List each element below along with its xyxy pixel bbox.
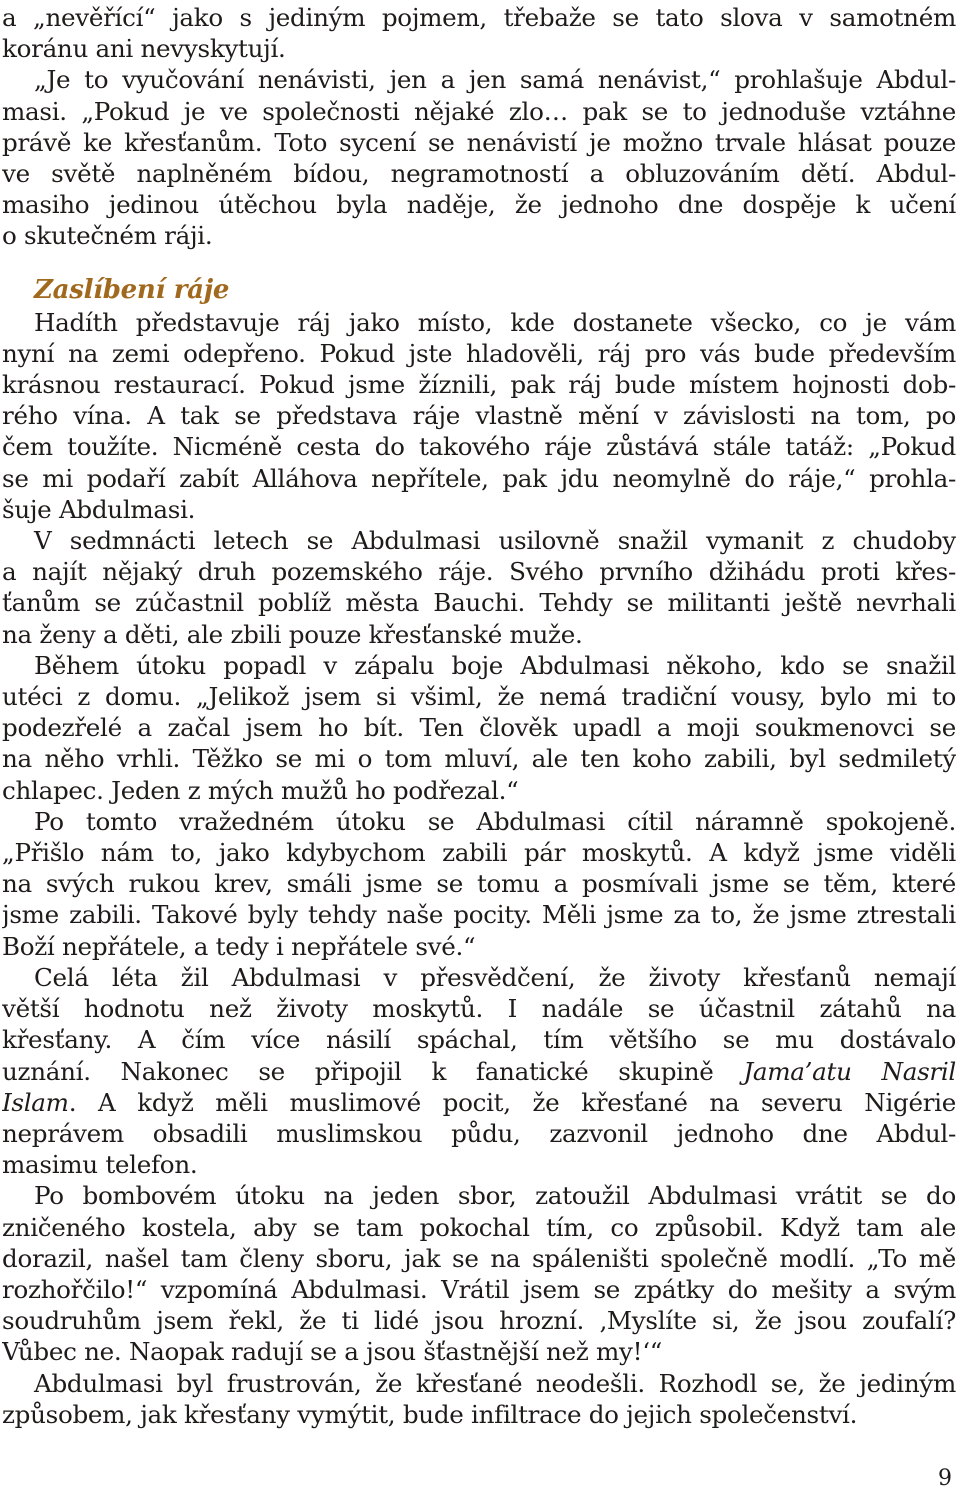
text-line	[2, 1087, 956, 1118]
text-line: Abdulmasi byl frustrován, že křesťané neodešli. Rozhodl se, že jediným	[34, 1368, 956, 1398]
text-segment: . A když měli muslimové pocit, že křesťané na severu Nigérie	[68, 1087, 956, 1117]
text-line: nyní na zemi odepřeno. Pokud jste hladověli, ráj pro vás bude především	[2, 338, 956, 368]
text-line: o skutečném ráji.	[2, 221, 213, 251]
text-line: na svých rukou krev, smáli jsme se tomu a posmívali jsme se těm, které	[2, 869, 956, 899]
text-line: větší hodnotu než životy moskytů. I nadále se účastnil zátahů na	[2, 994, 956, 1024]
text-line: jsme zabili. Takové byly tehdy naše pocity. Měli jsme za to, že jsme ztrestali	[2, 900, 956, 930]
body-text	[2, 2, 956, 1430]
text-line: křesťany. A čím více násilí spáchal, tím většího se mu dostávalo	[2, 1025, 956, 1055]
text-line: a „nevěřící“ jako s jediným pojmem, třebaže se tato slova v samotném	[2, 3, 956, 32]
italic-group-name: Jama’atu Nasril	[743, 1056, 956, 1086]
text-line: koránu ani nevyskytují.	[2, 34, 286, 64]
text-line: Celá léta žil Abdulmasi v přesvědčení, že životy křesťanů nemají	[34, 962, 956, 992]
text-line: Po bombovém útoku na jeden sbor, zatoužil Abdulmasi vrátit se do	[34, 1181, 956, 1211]
text-line: právě ke křesťanům. Toto sycení se nenávistí je možno trvale hlásat pouze	[2, 127, 956, 157]
text-line: ťanům se zúčastnil poblíž města Bauchi. Tehdy se militanti ještě nevrhali	[2, 588, 956, 618]
text-line: Po tomto vražedném útoku se Abdulmasi cítil náramně spokojeně.	[34, 806, 956, 836]
text-line: čem toužíte. Nicméně cesta do takového ráje zůstává stále tatáž: „Pokud	[2, 432, 956, 462]
text-line: podezřelé a začal jsem ho bít. Ten člověk upadl a moji soukmenovci se	[2, 713, 956, 743]
text-segment: uznání. Nakonec se připojil k fanatické skupině	[2, 1056, 744, 1086]
text-line: „Je to vyučování nenávisti, jen a jen samá nenávist,“ prohlašuje Abdul-	[34, 65, 956, 95]
text-line: Během útoku popadl v zápalu boje Abdulmasi někoho, kdo se snažil	[34, 650, 956, 680]
text-line: masi. „Pokud je ve společnosti nějaké zlo… pak se to jednoduše vztáhne	[2, 96, 956, 126]
text-line	[2, 1056, 956, 1087]
text-line: způsobem, jak křesťany vymýtit, bude infiltrace do jejich společenství.	[2, 1399, 858, 1429]
text-line: na něho vrhli. Těžko se mi o tom mluví, ale ten koho zabili, byl sedmiletý	[2, 744, 956, 774]
text-line: krásnou restaurací. Pokud jsme žíznili, pak ráj bude místem hojnosti dob-	[2, 370, 956, 400]
text-line: Hadíth představuje ráj jako místo, kde dostanete všecko, co je vám	[34, 307, 956, 337]
text-line: rého vína. A tak se představa ráje vlastně mění v závislosti na tom, po	[2, 401, 956, 431]
section-heading: Zaslíbení ráje	[34, 274, 230, 305]
text-line: Vůbec ne. Naopak radují se a jsou šťastnější než my!‘“	[2, 1337, 663, 1367]
italic-group-name: Islam	[2, 1087, 69, 1117]
text-line: se mi podaří zabít Alláhova nepřítele, pak jdu neomylně do ráje,“ prohla-	[2, 463, 956, 493]
text-line: a najít nějaký druh pozemského ráje. Svého prvního džihádu proti křes-	[2, 557, 956, 587]
text-line: „Přišlo nám to, jako kdybychom zabili pár moskytů. A když jsme viděli	[2, 838, 956, 868]
text-line: Boží nepřátele, a tedy i nepřátele své.“	[2, 931, 476, 961]
text-line: masiho jedinou útěchou byla naděje, že jednoho dne dospěje k učení	[2, 190, 956, 220]
text-line: utéci z domu. „Jelikož jsem si všiml, že nemá tradiční vousy, bylo mi to	[2, 682, 956, 712]
text-line: V sedmnácti letech se Abdulmasi usilovně snažil vymanit z chudoby	[34, 526, 956, 556]
text-line: šuje Abdulmasi.	[2, 494, 196, 524]
text-line: na ženy a děti, ale zbili pouze křesťanské muže.	[2, 619, 583, 649]
text-line: dorazil, našel tam členy sboru, jak se na spáleništi společně modlí. „To mě	[2, 1243, 956, 1273]
text-line: zničeného kostela, aby se tam pokochal tím, co způsobil. Když tam ale	[2, 1212, 956, 1242]
text-line: masimu telefon.	[2, 1150, 198, 1180]
text-line: chlapec. Jeden z mých mužů ho podřezal.“	[2, 775, 519, 805]
text-line: ve světě naplněném bídou, negramotností a obluzováním dětí. Abdul-	[2, 159, 956, 189]
text-line: rozhořčilo!“ vzpomíná Abdulmasi. Vrátil jsem se zpátky do mešity a svým	[2, 1274, 956, 1304]
text-line: soudruhům jsem řekl, že ti lidé jsou hrozní. ‚Myslíte si, že jsou zoufalí?	[2, 1306, 956, 1336]
text-line: neprávem obsadili muslimskou půdu, zazvonil jednoho dne Abdul-	[2, 1118, 956, 1148]
page-number: 9	[938, 1466, 952, 1491]
